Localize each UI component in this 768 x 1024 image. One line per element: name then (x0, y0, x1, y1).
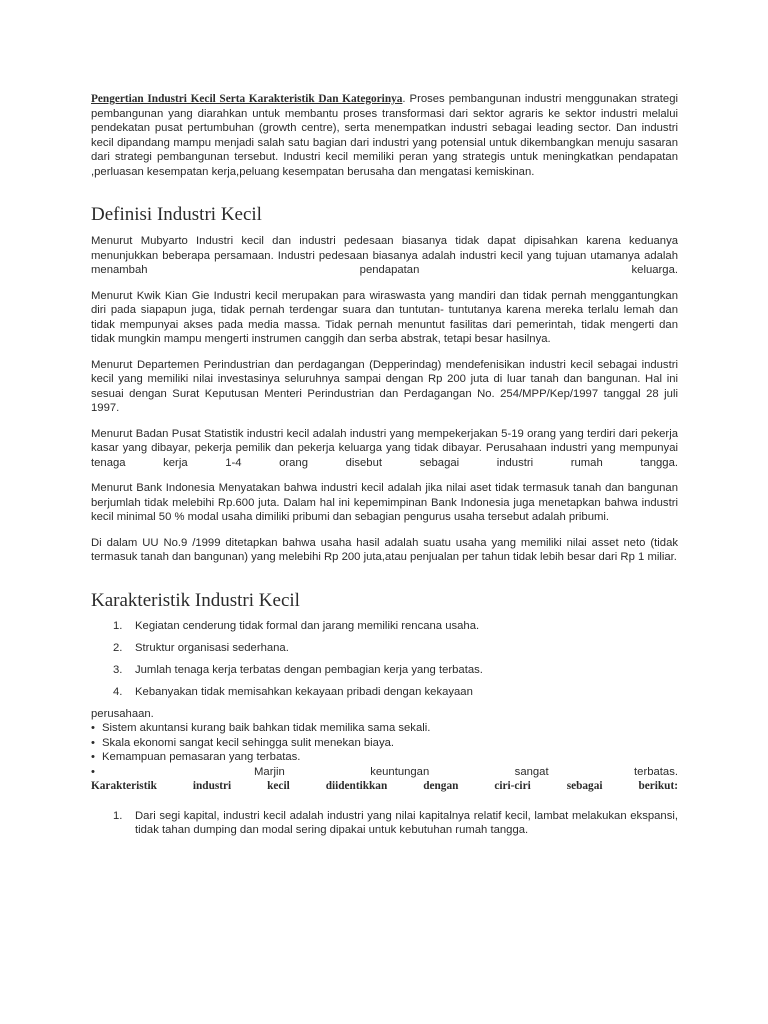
bullet-item (91, 765, 678, 780)
document-page (91, 92, 678, 845)
list-number: 4. (113, 685, 123, 698)
bullet-icon: • (91, 722, 95, 734)
karakteristik-bullet-list (91, 721, 678, 779)
bullet-text: Marjin keuntungan sangat terbatas. (254, 765, 678, 778)
list-text: Dari segi kapital, industri kecil adalah industri yang nilai kapitalnya relatif kecil, lambat melakukan ekspansi, tidak tahan dumping dan modal sering dipakai untuk kebutuhan rumah tangga. (135, 809, 678, 836)
bullet-icon: • (91, 751, 95, 763)
definisi-paragraph: Menurut Kwik Kian Gie Industri kecil merupakan para wiraswasta yang mandiri dan tidak pernah menggantungkan diri pada siapapun juga, tidak pernah terdengar suara dan tuntutan- tuntutanya karena mereka terlalu lemah dan tidak mempunyai akses pada media massa. Tidak pernah menuntut fasilitas dari pemerintah, tidak mengerti dan tidak mungkin mampu mengerti instrumen canggih dan serba abstrak, tetapi besar hasilnya. (91, 289, 678, 345)
ciri-ciri-numbered-list (91, 809, 678, 838)
list-number: 3. (113, 663, 123, 676)
intro-title-link[interactable]: Pengertian Industri Kecil Serta Karakteristik Dan Kategorinya (91, 93, 403, 105)
bullet-icon: • (91, 765, 95, 778)
bullet-text: Skala ekonomi sangat kecil sehingga sulit menekan biaya. (102, 736, 395, 749)
list-text: Jumlah tenaga kerja terbatas dengan pembagian kerja yang terbatas. (135, 663, 483, 676)
bullet-icon: • (91, 736, 95, 749)
list-item (91, 663, 678, 678)
list-item (91, 619, 678, 634)
karakteristik-numbered-list (91, 619, 678, 700)
list-number: 1. (113, 619, 123, 632)
bullet-item (91, 721, 678, 736)
definisi-paragraph: Menurut Departemen Perindustrian dan perdagangan (Depperindag) mendefenisikan industri kecil sebagai industri kecil yang memiliki nilai investasinya seluruhnya sampai dengan Rp 200 juta di luar tanah dan bangunan. Hal ini sesuai dengan Surat Keputusan Menteri Perindustrian dan Perdagangan No. 254/MPP/Kep/1997 tanggal 28 juli 1997. (91, 358, 678, 414)
bullet-text: Kemampuan pemasaran yang terbatas. (102, 751, 301, 763)
intro-text: . Proses pembangunan industri menggunakan strategi pembangunan yang diarahkan untuk membantu proses transformasi dari sektor agraris ke sektor industri melalui pendekatan pusat pertumbuhan (growth centre), serta menempatkan industri sebagai leading sector. Dan industri kecil dipandang mampu menjadi salah satu bagian dari industri yang potensial untuk dikembangkan menuju sasaran dari strategi pembangunan tersebut. Industri kecil memiliki peran yang strategis untuk meningkatkan pendapatan ,perluasan kesempatan kerja,peluang kesempatan berusaha dan mengatasi kemiskinan. (91, 93, 678, 178)
heading-karakteristik: Karakteristik Industri Kecil (91, 589, 300, 611)
definisi-paragraph: Menurut Bank Indonesia Menyatakan bahwa industri kecil adalah jika nilai aset tidak termasuk tanah dan bangunan berjumlah tidak melebihi Rp.600 juta. Dalam hal ini kepemimpinan Bank Indonesia juga menetapkan bahwa industri kecil minimal 50 % modal usaha dimiliki pribumi dan sebagian pengurus usaha tersebut adalah pribumi. (91, 482, 678, 523)
karakteristik-intro-line: Karakteristik industri kecil diidentikkan dengan ciri-ciri sebagai berikut: (91, 780, 678, 792)
intro-paragraph (91, 92, 678, 179)
definisi-paragraph: Menurut Badan Pusat Statistik industri kecil adalah industri yang mempekerjakan 5-19 orang yang terdiri dari pekerja kasar yang dibayar, pekerja pemilik dan pekerja keluarga yang tidak dibayar. Perusahaan industri yang mempunyai tenaga kerja 1-4 orang disebut sebagai industri rumah tangga. (91, 427, 678, 469)
list-number: 1. (113, 809, 123, 822)
list-number: 2. (113, 641, 123, 654)
list-item (91, 685, 678, 700)
list-item (91, 641, 678, 656)
definisi-paragraph: Di dalam UU No.9 /1999 ditetapkan bahwa usaha hasil adalah suatu usaha yang memiliki nilai asset neto (tidak termasuk tanah dan bangunan) yang melebihi Rp 200 juta,atau penjualan per tahun tidak lebih besar dari Rp 1 miliar. (91, 536, 678, 563)
list-text: Kegiatan cenderung tidak formal dan jarang memiliki rencana usaha. (135, 619, 480, 632)
bullet-text: Sistem akuntansi kurang baik bahkan tidak memilika sama sekali. (102, 722, 431, 734)
list-text: Struktur organisasi sederhana. (135, 641, 289, 654)
bullet-item (91, 750, 678, 765)
list-continuation: perusahaan. (91, 707, 154, 720)
bullet-item (91, 736, 678, 751)
definisi-paragraph: Menurut Mubyarto Industri kecil dan industri pedesaan biasanya tidak dapat dipisahkan karena keduanya menunjukkan beberapa persamaan. Industri pedesaan biasanya adalah industri kecil yang tujuan utamanya adalah menambah pendapatan keluarga. (91, 235, 678, 276)
list-text: Kebanyakan tidak memisahkan kekayaan pribadi dengan kekayaan (135, 685, 473, 698)
heading-definisi: Definisi Industri Kecil (91, 204, 262, 225)
list-item (91, 809, 678, 838)
